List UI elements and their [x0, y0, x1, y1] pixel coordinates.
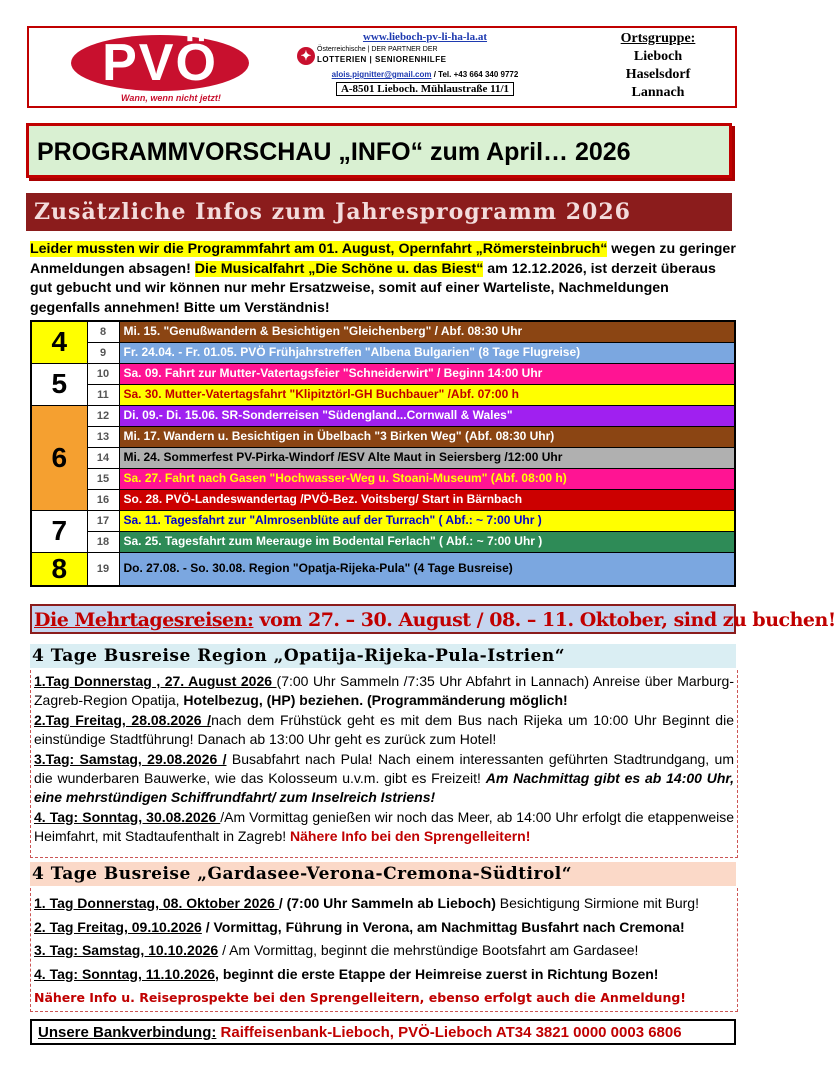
- trip2-heading-bar: [30, 862, 736, 886]
- row-number: 10: [87, 363, 119, 384]
- month-cell: 5: [31, 363, 87, 405]
- trip1-heading-bar: [30, 644, 736, 668]
- bank-account: Raiffeisenbank-Lieboch, PVÖ-Lieboch AT34 3821 0000 0003 6806: [216, 1024, 682, 1041]
- ortsgruppe-1: Lieboch: [633, 49, 683, 64]
- page-subtitle: Zusätzliche Infos zum Jahresprogramm 2026: [34, 199, 631, 225]
- program-row: [31, 384, 735, 405]
- row-number: 14: [87, 447, 119, 468]
- trip2-day4-text: beginnt die erste Etappe der Heimreise zuerst in Richtung Bozen!: [218, 965, 659, 982]
- event-text: Fr. 24.04. - Fr. 01.05. PVÖ Frühjahrstreffen "Albena Bulgarien" (8 Tage Flugreise): [119, 342, 735, 363]
- month-cell: 7: [31, 510, 87, 552]
- event-text: Sa. 27. Fahrt nach Gasen "Hochwasser-Weg u. Stoani-Museum" (Abf. 08:00 h): [119, 468, 735, 489]
- trip1-day1-bold: Hotelbezug, (HP) beziehen. (Programmänderung möglich!: [183, 692, 568, 709]
- lotterien-icon: ✦: [297, 47, 315, 65]
- row-number: 15: [87, 468, 119, 489]
- event-text: Mi. 15. "Genußwandern & Besichtigen "Gleichenberg" / Abf. 08:30 Uhr: [119, 321, 735, 342]
- trip1-day1-head: 1.Tag Donnerstag , 27. August 2026: [34, 673, 277, 689]
- trip2-itinerary: [30, 888, 738, 1012]
- program-row: [31, 363, 735, 384]
- program-row: [31, 489, 735, 510]
- intro-part1: Leider mussten wir die Programmfahrt am 01. August, Opernfahrt „Römersteinbruch“: [30, 241, 608, 257]
- trip1-day3-head: 3.Tag: Samstag, 29.08.2026 /: [34, 750, 227, 767]
- trip2-title: 4 Tage Busreise „Gardasee-Verona-Cremona-Südtirol“: [32, 864, 573, 884]
- row-number: 12: [87, 405, 119, 426]
- event-text: Sa. 11. Tagesfahrt zur "Almrosenblüte auf der Turrach" ( Abf.: ~ 7:00 Uhr ): [119, 510, 735, 531]
- event-text: Sa. 25. Tagesfahrt zum Meerauge im Bodental Ferlach" ( Abf.: ~ 7:00 Uhr ): [119, 531, 735, 552]
- trip1-day3-bold: Am Nachmittag gibt es ab 14:00 Uhr, eine mehrstündigen Schiffrundfahrt/ zum Inselreich Istriens!: [34, 770, 734, 806]
- trip1-day3-text: Busabfahrt nach Pula! Nach einem interessanten geführten Stadtrundgang, um die wunderbaren Bauwerke, wie das Kolosseum u.v.m. gibt es Freizeit!: [34, 750, 734, 787]
- row-number: 19: [87, 552, 119, 586]
- row-number: 16: [87, 489, 119, 510]
- address: A-8501 Lieboch. Mühlaustraße 11/1: [336, 82, 514, 96]
- lotterien-logo: [283, 45, 567, 67]
- bank-label: Unsere Bankverbindung:: [38, 1024, 217, 1041]
- intro-part2: wegen zu geringer Anmeldungen absagen!: [30, 241, 736, 277]
- event-text: Do. 27.08. - So. 30.08. Region "Opatja-Rijeka-Pula" (4 Tage Busreise): [119, 552, 735, 586]
- email-link[interactable]: alois.pignitter@gmail.com: [331, 70, 432, 79]
- program-row: [31, 468, 735, 489]
- program-row: [31, 405, 735, 426]
- row-number: 13: [87, 426, 119, 447]
- trip2-day4-head: 4. Tag: Sonntag, 11.10.2026,: [34, 965, 219, 982]
- bank-details-box: [30, 1019, 736, 1045]
- multi-day-dates: vom 27. – 30. August / 08. – 11. Oktober, sind zu buchen!: [253, 609, 836, 631]
- lotterien-line1: Österreichische | DER PARTNER DER: [317, 46, 438, 53]
- event-text: Di. 09.- Di. 15.06. SR-Sonderreisen "Südengland...Cornwall & Wales": [119, 405, 735, 426]
- trip2-day1-text: / (7:00 Uhr Sammeln ab Lieboch): [278, 895, 496, 911]
- multi-day-text: [34, 609, 836, 631]
- trip1-day2-text: nach dem Frühstück geht es mit dem Bus nach Rijeka um 10:00 Uhr Beginnt die einstündige Stadtführung! Danach ab 13:00 Uhr geht es zurück zum Hotel!: [34, 711, 734, 748]
- multi-day-banner: [30, 604, 836, 634]
- lotterien-line2: LOTTERIEN | SENIORENHILFE: [317, 55, 447, 64]
- page-title: PROGRAMMVORSCHAU „INFO“ zum April… 2026: [37, 138, 631, 166]
- intro-part4: am 12.12.2026, ist derzeit überaus gut gebucht und wir können nur mehr Ersatzweise, somit auf einer Warteliste, Nachmeldungen gegenfalls annehmen! Bitte um Verständnis!: [30, 260, 716, 316]
- trip1-note: Nähere Info bei den Sprengelleitern!: [290, 828, 531, 845]
- subtitle-box: [26, 193, 732, 231]
- row-number: 9: [87, 342, 119, 363]
- intro-part3: Die Musicalfahrt „Die Schöne u. das Biest“: [194, 260, 484, 277]
- event-text: So. 28. PVÖ-Landeswandertag /PVÖ-Bez. Voitsberg/ Start in Bärnbach: [119, 489, 735, 510]
- row-number: 8: [87, 321, 119, 342]
- trip1-day4-head: 4. Tag: Sonntag, 30.08.2026: [34, 808, 221, 825]
- event-text: Sa. 09. Fahrt zur Mutter-Vatertagsfeier "Schneiderwirt" / Beginn 14:00 Uhr: [119, 363, 735, 384]
- month-cell: 6: [31, 405, 87, 510]
- logo-text: PVÖ: [102, 34, 218, 92]
- row-number: 18: [87, 531, 119, 552]
- ortsgruppe-label: Ortsgruppe:: [620, 31, 696, 46]
- program-row: [31, 426, 735, 447]
- trip1-itinerary: [30, 670, 738, 858]
- trip2-day3-text: / Am Vormittag, beginnt die mehrstündige Bootsfahrt am Gardasee!: [218, 942, 639, 958]
- month-cell: 8: [31, 552, 87, 586]
- event-text: Mi. 17. Wandern u. Besichtigen in Übelbach "3 Birken Weg" (Abf. 08:30 Uhr): [119, 426, 735, 447]
- trip2-day3-head: 3. Tag: Samstag, 10.10.2026: [34, 942, 219, 958]
- ortsgruppe-2: Haselsdorf: [625, 67, 691, 82]
- title-box: [26, 123, 732, 178]
- contact-block: [283, 31, 567, 105]
- trip1-day4-text: /Am Vormittag genießen wir noch das Meer, ab 14:00 Uhr erfolgt die etappenweise Heimfahrt, mit Stadtaufenthalt in Zagreb!: [34, 808, 734, 845]
- program-row: [31, 447, 735, 468]
- ortsgruppe-3: Lannach: [631, 85, 685, 100]
- trip2-note: Nähere Info u. Reiseprospekte bei den Sprengelleitern, ebenso erfolgt auch die Anmeldung!: [34, 990, 687, 1005]
- trip2-day1-head: 1. Tag Donnerstag, 08. Oktober 2026: [34, 895, 279, 911]
- phone: / Tel. +43 664 340 9772: [431, 70, 519, 79]
- program-row: [31, 321, 735, 342]
- program-row: [31, 510, 735, 531]
- program-row: [31, 552, 735, 586]
- trip1-title: 4 Tage Busreise Region „Opatija-Rijeka-Pula-Istrien“: [32, 646, 565, 666]
- intro-paragraph: [30, 240, 736, 318]
- program-row: [31, 342, 735, 363]
- trip2-day2-text: / Vormittag, Führung in Verona, am Nachmittag Busfahrt nach Cremona!: [201, 918, 685, 935]
- trip2-day2-head: 2. Tag Freitag, 09.10.2026: [34, 918, 202, 935]
- email-phone: [283, 70, 567, 79]
- event-text: Mi. 24. Sommerfest PV-Pirka-Windorf /ESV Alte Maut in Seiersberg /12:00 Uhr: [119, 447, 735, 468]
- multi-day-label: Die Mehrtagesreisen:: [34, 609, 254, 631]
- website-link[interactable]: www.lieboch-pv-li-ha-la.at: [362, 31, 488, 43]
- logo-oval: [71, 35, 249, 91]
- row-number: 11: [87, 384, 119, 405]
- trip1-day1-text: (7:00 Uhr Sammeln /7:35 Uhr Abfahrt in Lannach) Anreise über Marburg-Zagreb-Region Opatija,: [34, 673, 735, 709]
- letterhead: [27, 26, 737, 108]
- ortsgruppe-block: [585, 30, 731, 102]
- program-table: [30, 320, 736, 587]
- event-text: Sa. 30. Mutter-Vatertagsfahrt "Klipitztörl-GH Buchbauer" /Abf. 07:00 h: [119, 384, 735, 405]
- row-number: 17: [87, 510, 119, 531]
- bank-details: [38, 1024, 682, 1041]
- month-cell: 4: [31, 321, 87, 363]
- program-row: [31, 531, 735, 552]
- pvo-logo: [37, 33, 297, 103]
- logo-tagline: Wann, wenn nicht jetzt!: [121, 93, 221, 103]
- trip1-day2-head: 2.Tag Freitag, 28.08.2026 /: [34, 711, 212, 728]
- trip2-day1-rest: Besichtigung Sirmione mit Burg!: [495, 895, 699, 911]
